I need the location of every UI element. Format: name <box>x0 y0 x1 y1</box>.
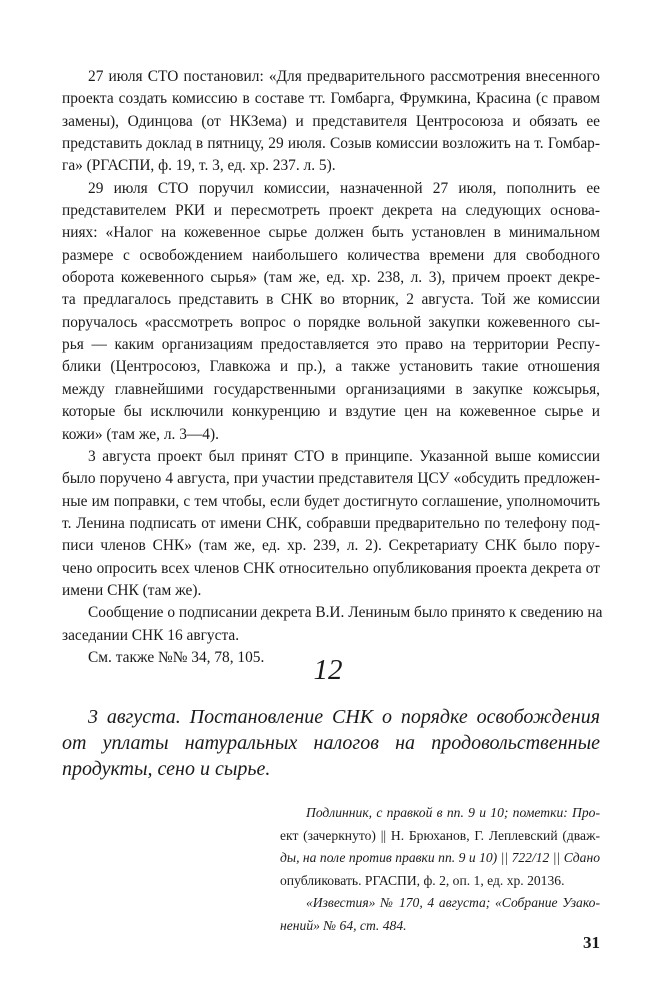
paragraph-line: чено опросить всех членов СНК относительно опубликования проекта декрета от <box>62 559 600 577</box>
paragraph-line: См. также №№ 34, 78, 105. <box>88 648 265 666</box>
source-line: Подлинник, с правкой в пп. 9 и 10; пометки: Про- <box>306 805 600 820</box>
paragraph-line: имени СНК (там же). <box>62 581 202 599</box>
document-number: 12 <box>313 654 343 686</box>
paragraph-line: писи членов СНК» (там же, ед. хр. 239, л. 2). Секретариату СНК было пору- <box>62 537 600 555</box>
paragraph-line: 27 июля СТО постановил: «Для предварительного рассмотрения внесенного <box>88 68 600 85</box>
paragraph <box>62 178 600 446</box>
document-title <box>62 704 600 782</box>
paragraph-line: блики (Центросоюз, Главкожа и пр.), а также установить такие отношения <box>62 358 600 376</box>
paragraph-line: представить доклад в пятницу, 29 июля. Созыв комиссии возложить на т. Гомбар- <box>62 135 600 153</box>
publication-line: «Известия» № 170, 4 августа; «Собрание Узако- <box>306 895 600 911</box>
title-line: от уплаты натуральных налогов на продовольственные <box>62 732 600 754</box>
title-line: продукты, сено и сырье. <box>62 758 271 780</box>
paragraph-line: между главнейшими государственными организациями в закупке кожсырья, <box>62 380 600 398</box>
paragraph <box>62 446 600 602</box>
paragraph-line: замены), Одинцова (от НКЗема) и представителя Центросоюза и обязать ее <box>62 112 600 130</box>
paragraph-line: Сообщение о подписании декрета В.И. Лениным было принято к сведению на <box>88 604 603 622</box>
paragraph <box>62 66 600 178</box>
paragraph-line: поручалось «рассмотреть вопрос о порядке вольной закупки кожевенного сы- <box>62 313 600 331</box>
paragraph-line: было поручено 4 августа, при участии представителя ЦСУ «обсудить предложен- <box>62 470 600 488</box>
paragraph-line: 3 августа проект был принят СТО в принципе. Указанной выше комиссии <box>88 447 600 465</box>
paragraph-line: ные им поправки, с тем чтобы, если будет достигнуто соглашение, уполномочить <box>62 492 600 510</box>
source-line: ект (зачеркнуто) || Н. Брюханов, Г. Леплевский (дваж- <box>280 827 600 843</box>
source-line: ды, на поле против правки пп. 9 и 10) || 722/12 || Сдано <box>280 850 600 866</box>
paragraph-line: кожи» (там же, л. 3—4). <box>62 425 219 443</box>
paragraph-line: га» (РГАСПИ, ф. 19, т. 3, ед. хр. 237. л. 5). <box>62 157 336 175</box>
paragraph <box>62 602 603 647</box>
title-line: 3 августа. Постановление СНК о порядке освобождения <box>88 706 600 728</box>
archival-source-note <box>280 802 600 938</box>
paragraph-line: рья — каким организациям предоставляется это право на территории Респу- <box>62 336 600 354</box>
publication-line: нений» № 64, ст. 484. <box>280 917 407 933</box>
paragraph-line: заседании СНК 16 августа. <box>62 626 240 644</box>
source-line: опубликовать. РГАСПИ, ф. 2, оп. 1, ед. хр. 20136. <box>280 872 565 888</box>
paragraph-line: ниях: «Налог на кожевенное сырье должен быть установлен в минимальном <box>62 224 600 242</box>
paragraph-line: та предлагалось представить в СНК во вторник, 2 августа. Той же комиссии <box>62 291 600 309</box>
paragraph-line: оборота кожевенного сырья» (там же, ед. хр. 238, л. 3), причем проект декре- <box>62 269 600 287</box>
paragraph-line: проекта создать комиссию в составе тт. Гомбарга, Фрумкина, Красина (с правом <box>62 90 600 108</box>
paragraph-line: представителем РКИ и пересмотреть проект декрета на следующих основа- <box>62 202 600 220</box>
paragraph-line: размере с освобождением наибольшего количества времени для свободного <box>62 246 600 264</box>
paragraph-line: которые бы исключили конкуренцию и вздутие цен на кожевенное сырье и <box>62 403 600 421</box>
body-text <box>62 66 603 669</box>
paragraph-line: 29 июля СТО поручил комиссии, назначенной 27 июля, пополнить ее <box>88 179 600 197</box>
page-number: 31 <box>583 933 600 952</box>
paragraph-line: т. Ленина подписать от имени СНК, собравши предварительно по телефону под- <box>62 514 600 532</box>
